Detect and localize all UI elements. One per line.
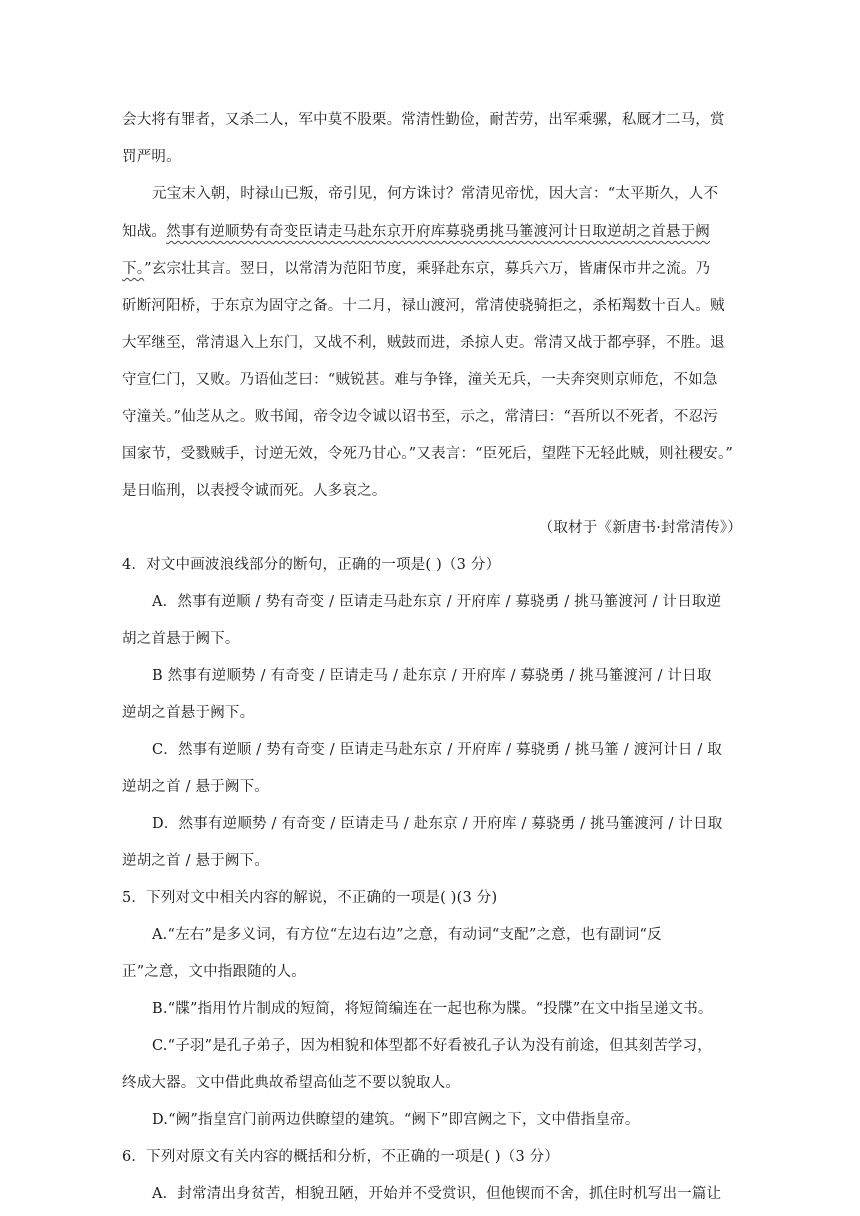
text-line	[122, 257, 710, 278]
text-line: 守宣仁门，又败。乃语仙芝曰：“贼锐甚。难与争锋，潼关无兵，一夫奔突则京师危，不如急	[122, 372, 718, 388]
text-line: 斫断河阳桥，于东京为固守之备。十二月，禄山渡河，常清使骁骑拒之，杀柘羯数十百人。贼	[122, 298, 725, 314]
option-4a-cont: 胡之首悬于阙下。	[122, 631, 240, 647]
text-line: 守潼关。”仙芝从之。败书闻，帝令边令诚以诏书至，示之，常清曰：“吾所以不死者，不忍污	[122, 409, 718, 425]
text-line: 大军继至，常清退入上东门，又战不利，贼鼓而进，杀掠人吏。常清又战于都亭驿，不胜。退	[122, 335, 725, 351]
question-4-stem: 4．对文中画波浪线部分的断句，正确的一项是( )（3 分）	[122, 557, 501, 573]
text-line: 国家节，受戮贼手，讨逆无效，令死乃甘心。”又表言：“臣死后，望陛下无轻此贼，则社稷安。”	[122, 446, 734, 462]
question-6-stem: 6．下列对原文有关内容的概括和分析，不正确的一项是( )（3 分）	[122, 1149, 560, 1165]
text-line: 会大将有罪者，又杀二人，军中莫不股栗。常清性勤俭，耐苦劳，出军乘骡，私厩才二马，赏	[122, 112, 725, 128]
option-5d: D.“阙”指皇宫门前两边供瞭望的建筑。“阙下”即宫阙之下，文中借指皇帝。	[152, 1112, 640, 1128]
question-5-stem: 5．下列对文中相关内容的解说，不正确的一项是( )(3 分)	[122, 890, 498, 906]
option-4c-cont: 逆胡之首 / 悬于阙下。	[122, 779, 270, 795]
option-5b: B.“牒”指用竹片制成的短简，将短简编连在一起也称为牒。“投牒”在文中指呈递文书。	[152, 1001, 713, 1017]
source-citation: （取材于《新唐书·封常清传》）	[538, 520, 742, 536]
option-4a: A．然事有逆顺 / 势有奇变 / 臣请走马赴东京 / 开府库 / 募骁勇 / 挑马箠渡河 / 计日取逆	[152, 594, 722, 610]
option-5c: C.“子羽”是孔子弟子，因为相貌和体型都不好看被孔子认为没有前途，但其刻苦学习，	[152, 1038, 713, 1054]
option-4b-cont: 逆胡之首悬于阙下。	[122, 705, 255, 721]
text-line: 罚严明。	[122, 149, 181, 165]
option-4b: B 然事有逆顺势 / 有奇变 / 臣请走马 / 赴东京 / 开府库 / 募骁勇 / 挑马箠渡河 / 计日取	[152, 668, 712, 684]
option-5a-cont: 正”之意，文中指跟随的人。	[122, 964, 307, 980]
text-line: 元宝末入朝，时禄山已叛，帝引见，何方诛讨？常清见帝忧，因大言：“太平斯久，人不	[152, 186, 719, 202]
option-5c-cont: 终成大器。文中借此典故希望高仙芝不要以貌取人。	[122, 1075, 461, 1091]
option-5a: A.“左右”是多义词，有方位“左边右边”之意，有动词“支配”之意，也有副词“反	[152, 927, 662, 943]
wavy-underlined-passage-end: 下。	[122, 261, 145, 277]
text-line	[122, 220, 710, 241]
option-4c: C．然事有逆顺 / 势有奇变 / 臣请走马赴东京 / 开府库 / 募骁勇 / 挑马箠 / 渡河计日 / 取	[152, 742, 722, 758]
option-4d: D．然事有逆顺势 / 有奇变 / 臣请走马 / 赴东京 / 开府库 / 募骁勇 / 挑马箠渡河 / 计日取	[152, 816, 723, 832]
option-6a: A．封常清出身贫苦，相貌丑陋，开始并不受赏识，但他锲而不舍，抓住时机写出一篇让	[152, 1186, 722, 1202]
option-4d-cont: 逆胡之首 / 悬于阙下。	[122, 853, 270, 869]
text-segment: ”玄宗壮其言。翌日，以常清为范阳节度，乘驿赴东京，募兵六万，皆庸保市井之流。乃	[144, 261, 711, 277]
wavy-underlined-passage: 然事有逆顺势有奇变臣请走马赴东京开府库募骁勇挑马箠渡河计日取逆胡之首悬于阙	[166, 224, 711, 240]
text-segment: 知战。	[122, 224, 167, 240]
text-line: 是日临刑，以表授令诚而死。人多哀之。	[122, 483, 387, 499]
